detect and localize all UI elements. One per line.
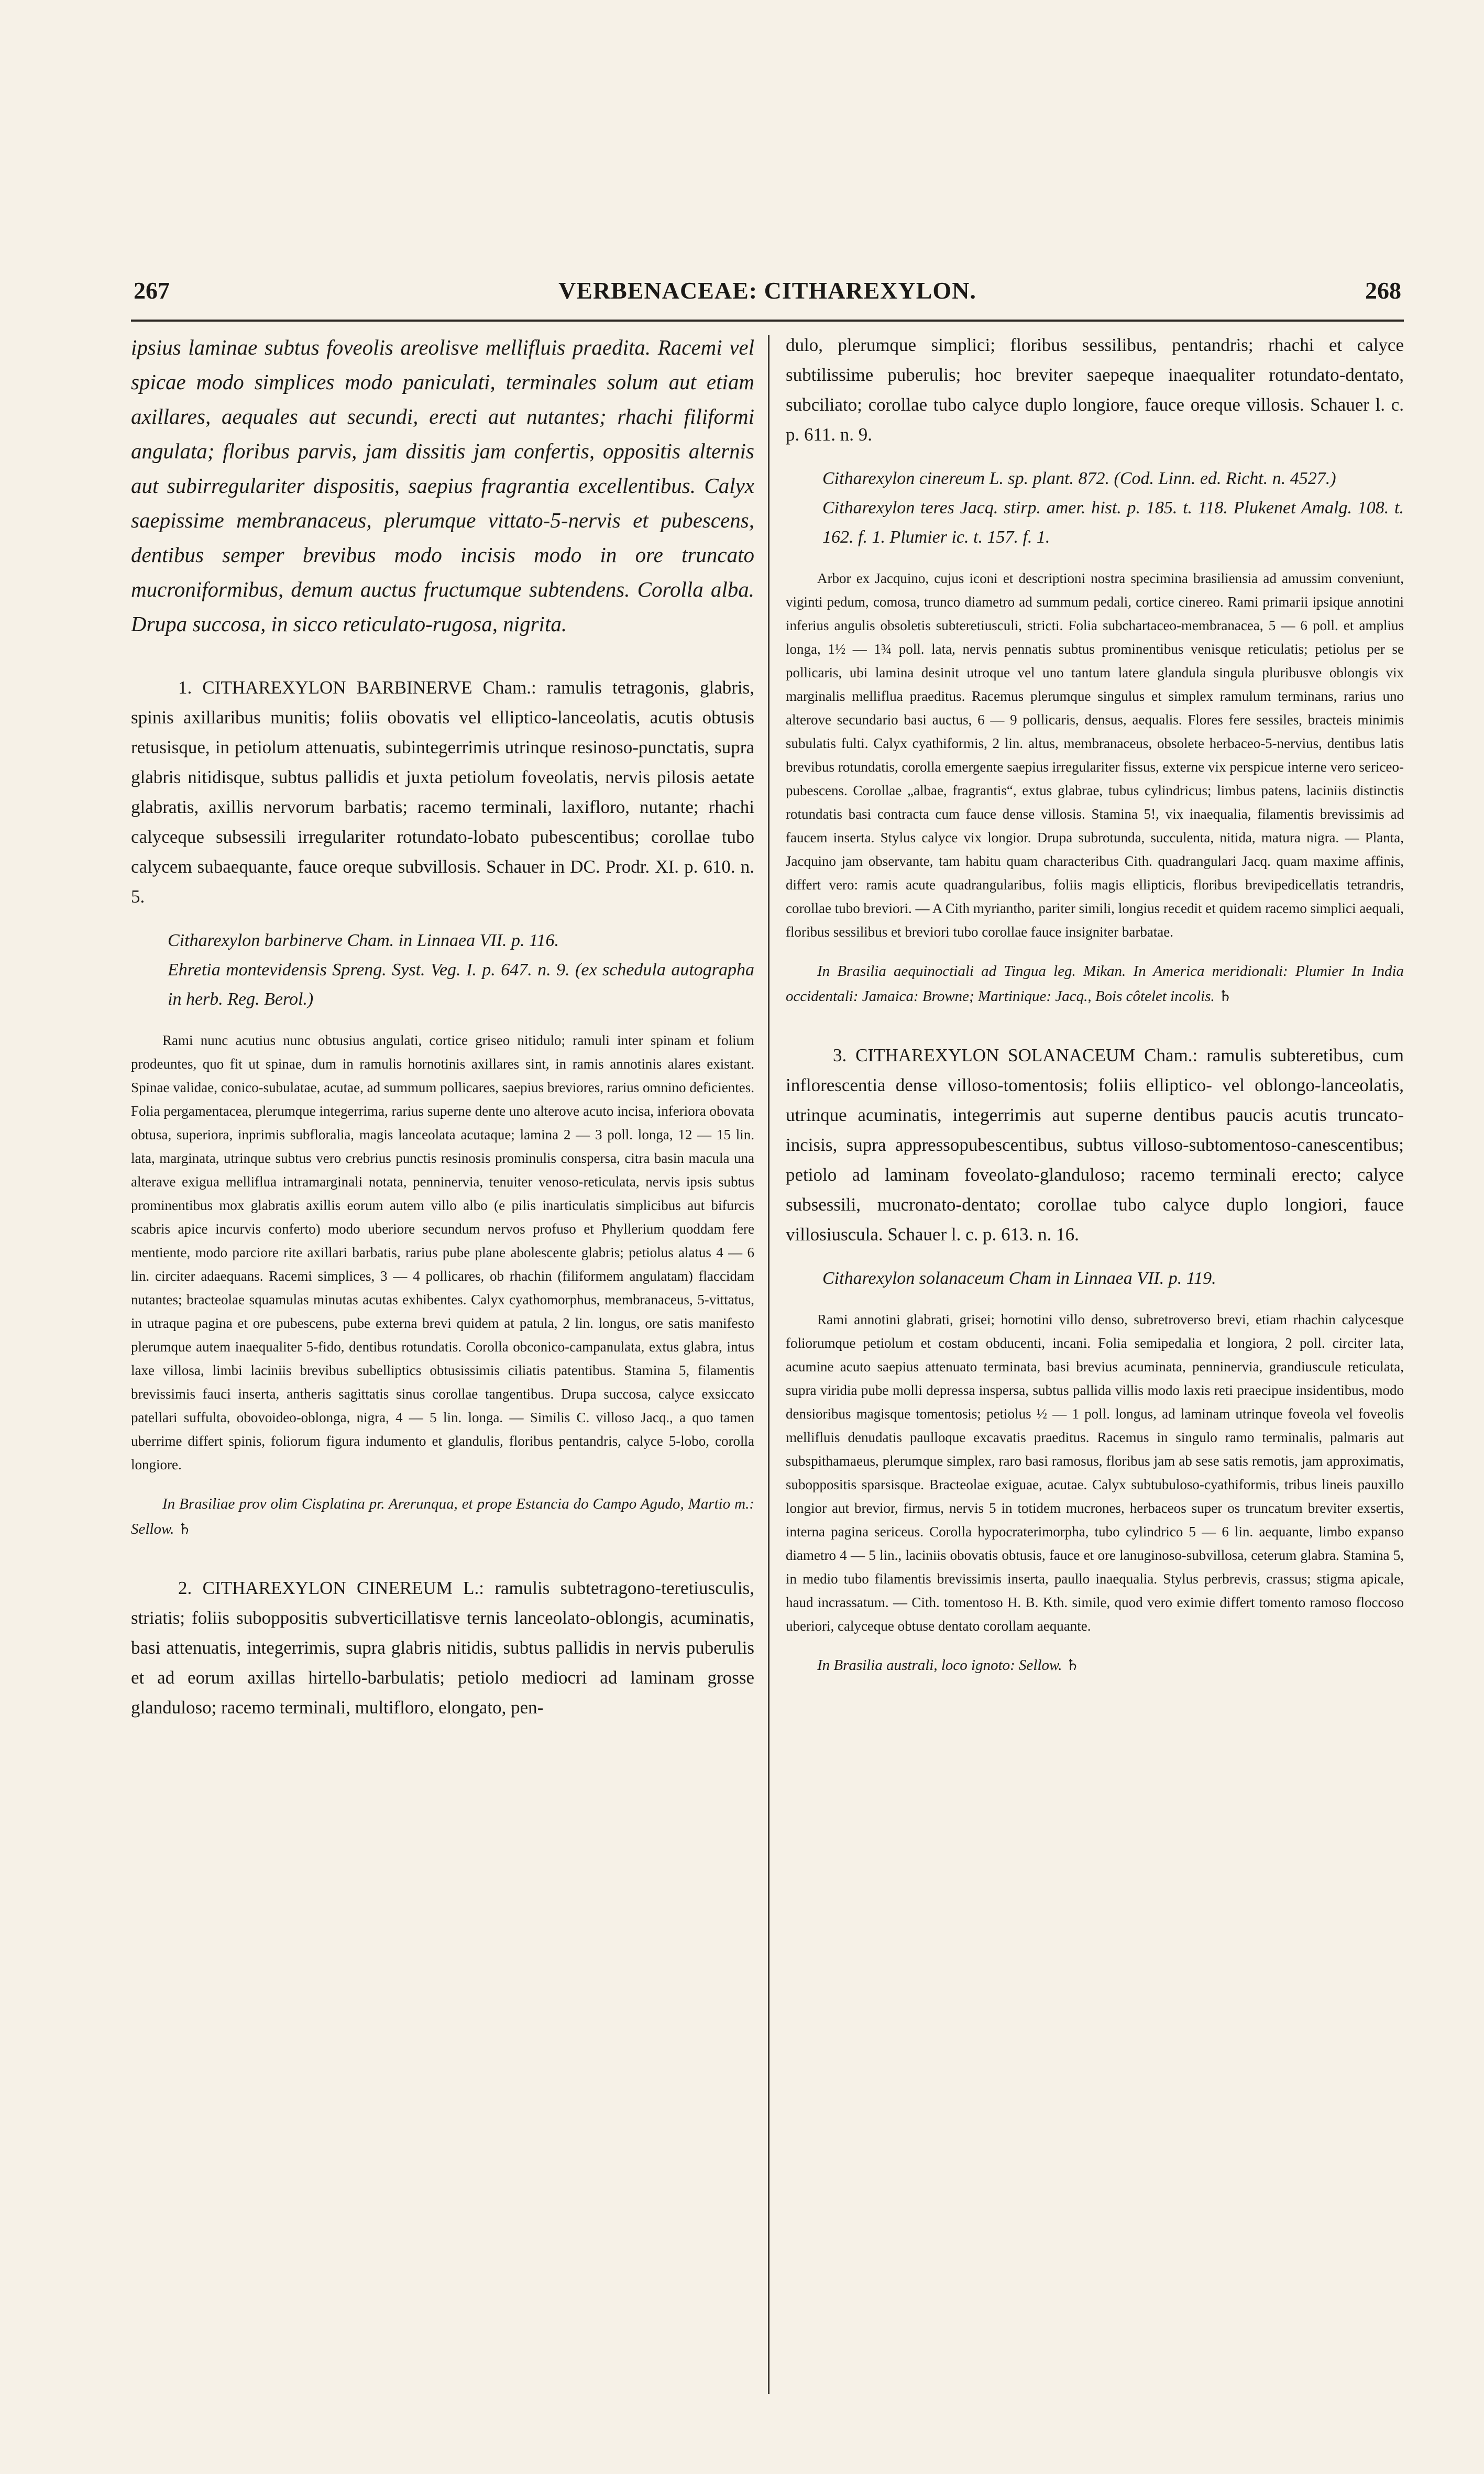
species-3-synonym-1: Citharexylon solanaceum Cham in Linnaea VII. p. 119. xyxy=(822,1269,1216,1288)
header-rule xyxy=(131,320,1404,322)
species-1-description: Rami nunc acutius nunc obtusius angulati, cortice griseo nitidulo; ramuli inter spinam et folium prodeuntes, quo fit ut spinae, dum in ramulis hornotinis axillares sint, in ramis annotinis alares existant. Spinae validae, conico-subulatae, acutae, ad summum pollicares, saepius breviores, rarius omnino deficientes. Folia pergamentacea, plerumque integerrima, rarius superne dente uno alterove acuto incisa, inferiora obovata obtusa, superiora, inprimis subfloralia, magis lanceolata acutaque; lamina 2 — 3 poll. longa, 12 — 15 lin. lata, marginata, utrinque subtus vero crebrius punctis resinosis prominulis conspersa, citra basin macula una alterave exigua melliflua intramarginali notata, penninervia, tenuiter venoso-reticulata, nervis ipsis subtus prominentibus mox glabratis axillis eorum autem villo albo (e pilis inarticulatis simplicibus aut bifurcis scabris apice incurvis conferto) modo uberiore secundum nervos profuso et Phyllerium quoddam fere mentiente, modo parciore rite axillari barbatis, rarius pube plane abolescente glabris; petiolus alatus 4 — 6 lin. circiter adaequans. Racemi simplices, 3 — 4 pollicares, ob rhachin (filiformem angulatam) flaccidam nutantes; bracteolae squamulas minutas acutas exhibentes. Calyx cyathomorphus, membranaceus, 5-vittatus, in utraque pagina et ore pubescens, pube externa brevi quidem at patula, 2 lin. longus, ore satis manifesto plerumque autem inaequaliter 5-fido, dentibus rotundatis. Corolla obconico-campanulata, extus glabra, intus laxe villosa, limbi laciniis brevibus subelliptics obtusissimis ciliatis patentibus. Stamina 5, filamentis brevissimis fauci inserta, antheris sagittatis sinus corollae tangentibus. Drupa succosa, calyce exsiccato patellari suffulta, obovoideo-oblonga, nigra, 4 — 5 lin. longa. — Similis C. villoso Jacq., a quo tamen uberrime differt spinis, foliorum figura indumento et glandulis, floribus pentandris, calyce 5-lobo, corolla longiore. xyxy=(131,1032,754,1472)
species-1-synonym-2: Ehretia montevidensis Spreng. Syst. Veg. I. p. 647. n. 9. (ex schedula autographa in herb. Reg. Berol.) xyxy=(168,960,754,1009)
genus-description-continued: ipsius laminae subtus foveolis areolisve mellifluis praedita. Racemi vel spicae modo simplices modo paniculati, terminales solum aut etiam axillares, aequales aut secundi, erecti aut nutantes; rhachi filiformi angulata; floribus parvis, jam dissitis jam confertis, oppositis alternis aut subirregulariter dispositis, saepius fragrantia excellentibus. Calyx saepissime membranaceus, plerumque vittato-5-nervis et pubescens, dentibus semper brevibus modo incisis modo in ore truncato mucroniformibus, demum auctus fructumque subtendens. Corolla alba. Drupa succosa, in sicco reticulato-rugosa, nigrita. xyxy=(131,335,754,636)
species-2-description: Arbor ex Jacquino, cujus iconi et descriptioni nostra specimina brasiliensia ad amussim conveniunt, viginti pedum, comosa, trunco diametro ad summum pedali, cortice cinereo. Rami primarii ipsique annotini inferius angulis obsoletis subteretiusculi, stricti. Folia subchartaceo-membranacea, 5 — 6 poll. et amplius longa, 1½ — 1¾ poll. lata, nervis pennatis subtus prominentibus venisque reticulatis; petiolus per se pollicaris, ubi lamina desinit utroque vel uno tantum latere glandula singula pluribusve oblongis vix marginalis melliflua praeditus. Racemus plerumque singulus et simplex ramulum terminans, rarius uno alterove secundario basi auctus, 6 — 9 pollicaris, densus, aequalis. Flores fere sessiles, bracteis minimis subulatis fulti. Calyx cyathiformis, 2 lin. altus, membranaceus, obsolete herbaceo-5-nervius, dentibus latis brevibus rotundatis, corolla emergente saepius irregulariter fissus, externe vix perspicue interne vero sericeo-pubescens. Corollae „albae, fragrantis“, extus glabrae, tubus cylindricus; limbus patens, laciniis distinctis rotundatis basi contracta cum fauce dense villosis. Stamina 5!, vix inaequalia, filamentis brevissimis ad faucem inserta. Stylus calyce vix longior. Drupa subrotunda, succulenta, nitida, matura nigra. — Planta, Jacquino jam observante, tam habitu quam characteribus Cith. quadrangulari Jacq. quam maxime affinis, differt vero: ramis acute quadrangularibus, foliis magis ellipticis, floribus brevipedicellatis tetrandris, corollae tubo breviori. — A Cith myrianthо, pariter simili, longius recedit et quidem racemo simplici aequali, floribus sessilibus et breviori tubo corollae fauce insigniter barbatae. xyxy=(786,570,1404,940)
species-2-synonym-2: Citharexylon teres Jacq. stirp. amer. hist. p. 185. t. 118. Plukenet Amalg. 108. t. 162. f. 1. Plumier ic. t. 157. f. 1. xyxy=(822,498,1404,547)
right-column xyxy=(786,330,1404,2394)
page-header xyxy=(134,277,1401,313)
running-title: VERBENACEAE: CITHAREXYLON. xyxy=(558,277,976,304)
species-1-synonym-1: Citharexylon barbinerve Cham. in Linnaea VII. p. 116. xyxy=(168,931,559,950)
page-number-right: 268 xyxy=(1365,277,1401,304)
page-number-left: 267 xyxy=(134,277,170,304)
species-1-diagnosis: 1. CITHAREXYLON BARBINERVE Cham.: ramulis tetragonis, glabris, spinis axillaribus munitis; foliis obovatis vel elliptico-lanceolatis, acutis obtusis retusisque, in petiolum attenuatis, subintegerrimis utrinque resinoso-punctatis, supra glabris nitidisque, subtus pallidis et juxta petiolum foveolatis, nervis pilosis aetate glabratis, axillis nervorum barbatis; racemo terminali, laxifloro, nutante; rhachi calyceque subsessili irregulariter rotundato-lobato pubescentibus; corollae tubo calycem subaequante, fauce oreque subvillosis. Schauer in DC. Prodr. XI. p. 610. n. 5. xyxy=(131,677,754,907)
left-column xyxy=(131,330,754,2394)
species-2-locality: In Brasilia aequinoctiali ad Tingua leg. Mikan. In America meridionali: Plumier In India occidentali: Jamaica: Browne; Martinique: Jacq., Bois côtelet incolis. ♄ xyxy=(786,963,1404,1005)
species-3-locality: In Brasilia australi, loco ignoto: Sellow. ♄ xyxy=(817,1657,1080,1674)
species-1-locality: In Brasiliae prov olim Cisplatina pr. Arerunqua, et prope Estancia do Campo Agudo, Martio m.: Sellow. ♄ xyxy=(131,1496,754,1537)
species-3-description: Rami annotini glabrati, grisei; hornotini villo denso, subretroverso brevi, etiam rhachin calycesque foliorumque petiolum et costam obducenti, incani. Folia semipedalia et longiora, 2 poll. circiter lata, acumine acuto saepius attenuato terminata, basi brevius acuminata, penninervia, grandiuscule reticulata, supra viridia pube molli depressa inspersa, subtus pallida villis modo laxis reti praecipue insidentibus, modo densioribus magisque tomentosis; petiolus ½ — 1 poll. longus, ad laminam utrinque foveola vel foveolis mellifluis denudatis paulloque excavatis praeditus. Racemus in singulo ramo terminalis, palmaris aut subspithamaeus, plerumque simplex, raro basi ramosus, floribus jam ab sese satis remotis, jam approximatis, suboppositis sparsisque. Bracteolae exiguae, acutae. Calyx subtubuloso-cyathiformis, tribus lineis pauxillo longior aut brevior, firmus, nervis 5 in totidem mucrones, herbaceos super os truncatum breviter exsertis, interna pagina sericeus. Corolla hypocraterimorpha, tubo cylindrico 5 — 6 lin. aequante, limbo expanso diametro 4 — 5 lin., laciniis obovatis obtusis, fauce et ore lanuginoso-subvillosa, ceterum glabra. Stamina 5, in medio tubo filamentis brevissimis inserta, paullo inaequalia. Stylus perbrevis, crassus; stigma apicale, haud incrassatum. — Cith. tomentoso H. B. Kth. simile, quod vero eximie differt tomento ramoso floccoso uberiori, calyceque obtuse dentato corollam aequante. xyxy=(786,1312,1404,1634)
species-2-diagnosis-continued: dulo, plerumque simplici; floribus sessilibus, pentandris; rhachi et calyce subtilissime puberulis; hoc breviter saepeque inaequaliter rotundato-dentato, subciliato; corollae tubo calyce duplo longiore, fauce oreque villosis. Schauer l. c. p. 611. n. 9. xyxy=(786,335,1404,445)
species-3-diagnosis: 3. CITHAREXYLON SOLANACEUM Cham.: ramulis subteretibus, cum inflorescentia dense villoso-tomentosis; foliis elliptico- vel oblongo-lanceolatis, utrinque acuminatis, integerrimis aut superne dentibus paucis acutis truncato-incisis, supra appressopubescentibus, subtus villoso-subtomentoso-canescentibus; petiolo ad laminam foveolato-glanduloso; racemo terminali erecto; calyce subsessili, mucronato-dentato; corollae tubo calyce duplo longiori, fauce villosiuscula. Schauer l. c. p. 613. n. 16. xyxy=(786,1045,1404,1245)
species-2-diagnosis: 2. CITHAREXYLON CINEREUM L.: ramulis subtetragono-teretiusculis, striatis; foliis suboppositis subverticillatisve ternis lanceolato-oblongis, acuminatis, basi attenuatis, integerrimis, supra glabris nitidis, subtus pallidis in nervis puberulis et ad eorum axillas hirtello-barbulatis; petiolo mediocri ad laminam grosse glanduloso; racemo terminali, multifloro, elongato, pen- xyxy=(131,1578,754,1718)
species-2-synonym-1: Citharexylon cinereum L. sp. plant. 872. (Cod. Linn. ed. Richt. n. 4527.) xyxy=(822,469,1336,488)
column-divider xyxy=(768,335,770,2394)
